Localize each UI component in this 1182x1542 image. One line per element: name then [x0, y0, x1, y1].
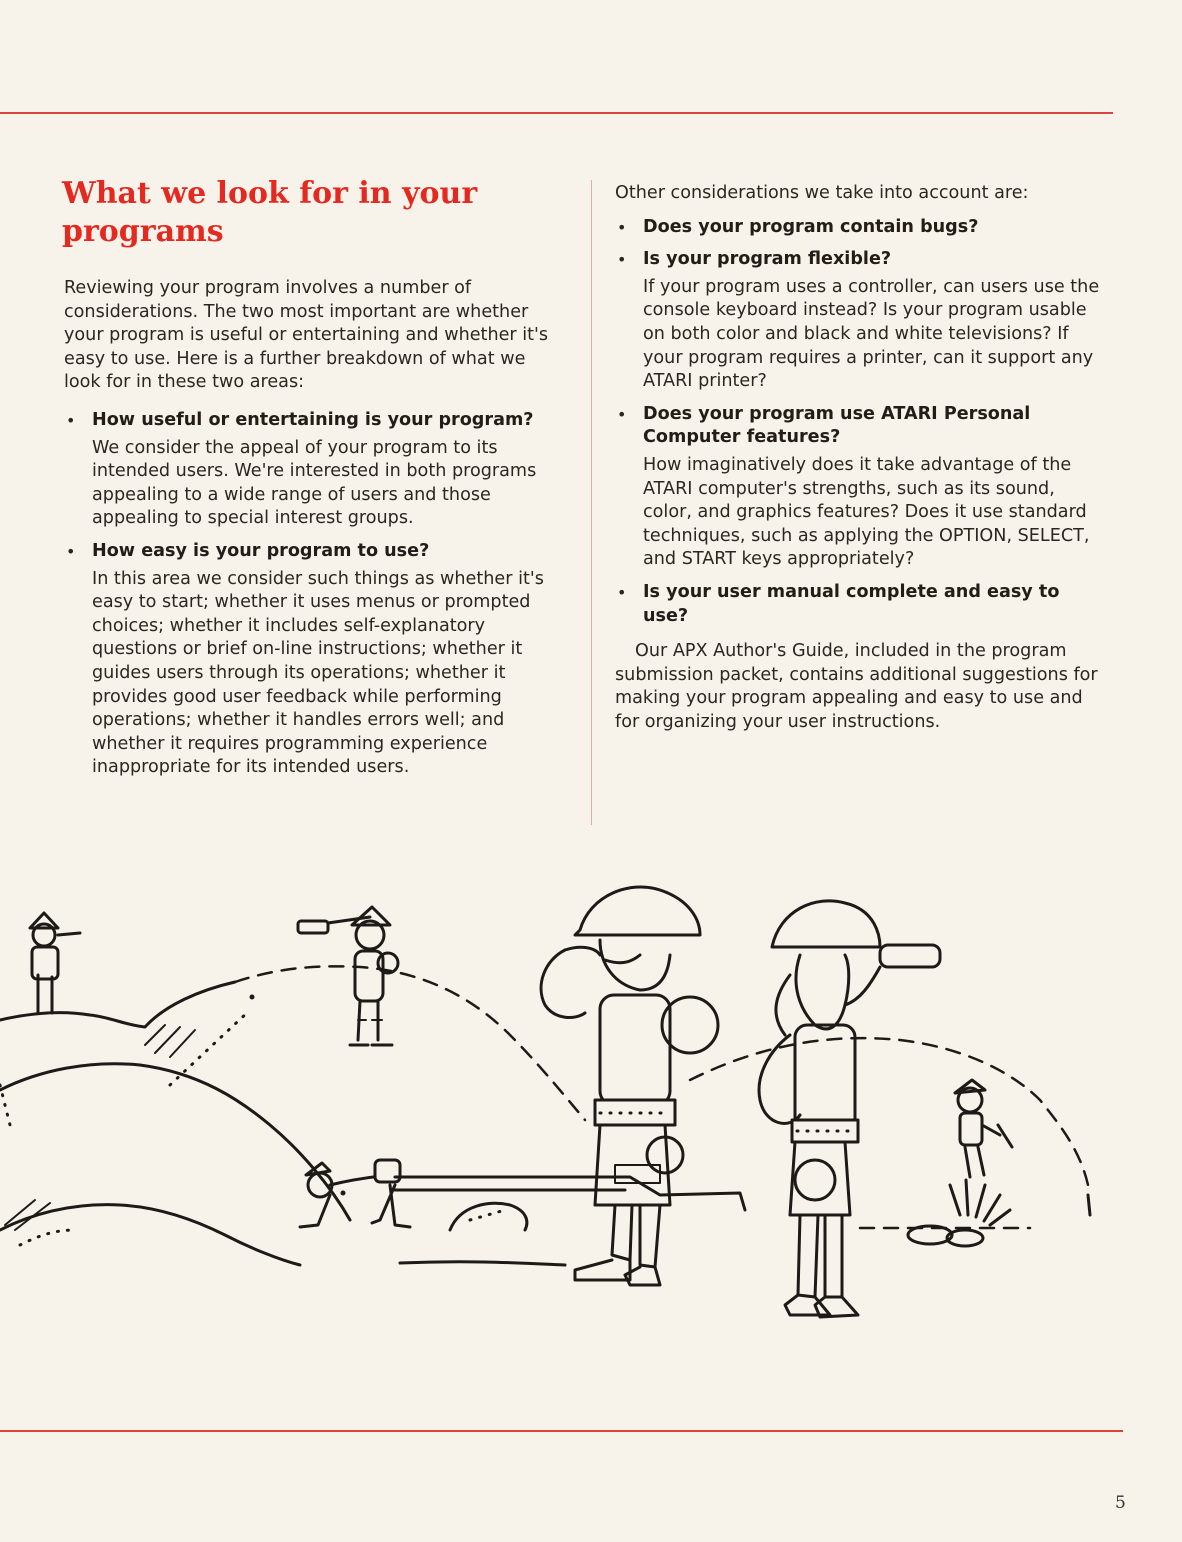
criterion-heading: Does your program contain bugs?	[643, 216, 979, 237]
bullet-icon: •	[66, 410, 76, 430]
explorer-with-telescope-icon	[298, 907, 398, 1045]
criterion-heading: How easy is your program to use?	[92, 540, 430, 561]
column-divider	[591, 180, 592, 825]
criterion-item	[64, 540, 554, 780]
explorer-with-binoculars-icon	[759, 901, 940, 1317]
left-column	[64, 277, 554, 789]
criterion-heading: Does your program use ATARI Personal Computer features?	[643, 403, 1031, 448]
page-title: What we look for in your programs	[62, 176, 478, 249]
criterion-body: If your program uses a controller, can users use the console keyboard instead? Is your program usable on both color and black and white televisions? If your program requires a printer, can it support any ATARI printer?	[643, 276, 1100, 392]
page-number: 5	[1115, 1493, 1126, 1513]
bullet-icon: •	[617, 250, 627, 270]
closing-paragraph: Our APX Author's Guide, included in the program submission packet, contains additional suggestions for making your program appealing and easy to use and for organizing your user instructions.	[615, 641, 1098, 732]
right-column	[615, 182, 1105, 734]
bullet-icon: •	[617, 404, 627, 424]
explorers-illustration	[0, 885, 1182, 1415]
criterion-body: How imaginatively does it take advantage of the ATARI computer's strengths, such as its sound, color, and graphics features? Does it use standard techniques, such as applying the OPTION, SELECT, and START keys appropriately?	[643, 454, 1090, 570]
bullet-icon: •	[66, 541, 76, 561]
criterion-item	[615, 216, 1105, 240]
bullet-icon: •	[617, 217, 627, 237]
hiker-with-pick-icon	[955, 1080, 1012, 1177]
left-intro: Reviewing your program involves a number of considerations. The two most important are whether your program is useful or entertaining and whether it's easy to use. Here is a further breakdown of what we look for in these two areas:	[64, 278, 549, 393]
criterion-item	[615, 403, 1105, 572]
criterion-item	[64, 409, 554, 531]
criterion-body: We consider the appeal of your program to its intended users. We're interested in both programs appealing to a wide range of users and those appealing to special interest groups.	[92, 437, 537, 529]
top-rule	[0, 112, 1113, 114]
criterion-item	[615, 248, 1105, 394]
bullet-icon: •	[617, 582, 627, 602]
criterion-heading: Is your program flexible?	[643, 249, 892, 270]
explorer-with-rifle-icon	[395, 887, 745, 1285]
criterion-body: In this area we consider such things as whether it's easy to start; whether it uses menus or prompted choices; whether it includes self-explanatory questions or brief on-line instructions; whether it guides users through its operations; whether it provides good user feedback while performing operations; whether it handles errors well; and whether it requires programming experience inappropriate for its intended users.	[92, 568, 544, 778]
distant-explorer-icon	[30, 913, 80, 1013]
criterion-heading: Is your user manual complete and easy to use?	[643, 581, 1060, 626]
criterion-item	[615, 581, 1105, 628]
hills-icon	[0, 966, 1090, 1265]
bottom-rule	[0, 1430, 1123, 1432]
criterion-heading: How useful or entertaining is your program?	[92, 409, 534, 430]
right-intro: Other considerations we take into account are:	[615, 183, 1029, 203]
